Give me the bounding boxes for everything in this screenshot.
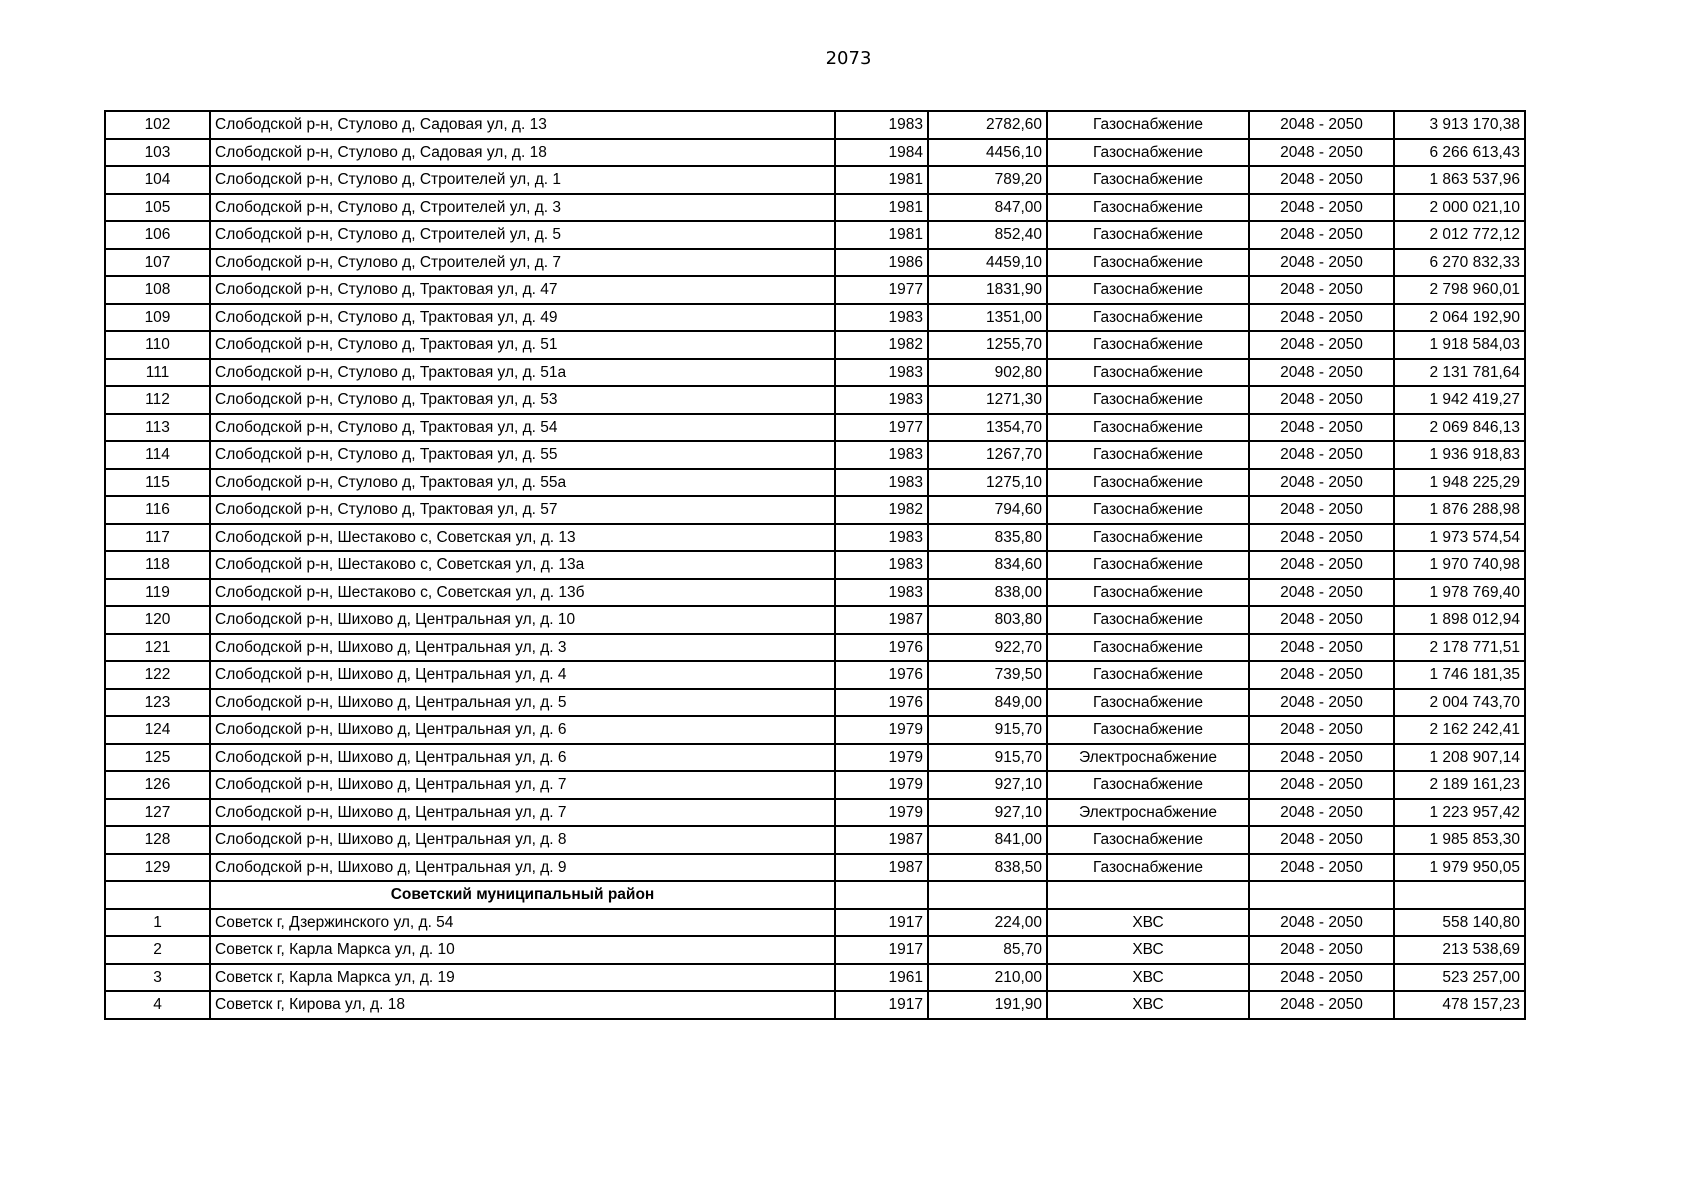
period-cell: 2048 - 2050	[1249, 331, 1394, 359]
cost-cell: 6 266 613,43	[1394, 139, 1525, 167]
address-cell: Советск г, Карла Маркса ул, д. 10	[210, 936, 835, 964]
area-cell: 927,10	[928, 771, 1047, 799]
row-number-cell: 125	[105, 744, 210, 772]
table-row	[105, 826, 1525, 854]
work-type-cell: Газоснабжение	[1047, 551, 1249, 579]
cost-cell: 478 157,23	[1394, 991, 1525, 1019]
build-year-cell: 1976	[835, 689, 928, 717]
row-number-cell: 111	[105, 359, 210, 387]
address-cell: Слободской р-н, Стулово д, Трактовая ул, д. 55а	[210, 469, 835, 497]
build-year-cell: 1983	[835, 304, 928, 332]
table-row	[105, 249, 1525, 277]
table-row	[105, 139, 1525, 167]
work-type-cell: Электроснабжение	[1047, 744, 1249, 772]
work-type-cell: Газоснабжение	[1047, 606, 1249, 634]
table-row	[105, 579, 1525, 607]
row-number-cell: 126	[105, 771, 210, 799]
period-cell: 2048 - 2050	[1249, 771, 1394, 799]
work-type-cell: Газоснабжение	[1047, 469, 1249, 497]
table-row	[105, 386, 1525, 414]
area-cell: 849,00	[928, 689, 1047, 717]
period-cell: 2048 - 2050	[1249, 799, 1394, 827]
cost-cell: 558 140,80	[1394, 909, 1525, 937]
work-type-cell: Газоснабжение	[1047, 386, 1249, 414]
period-cell: 2048 - 2050	[1249, 689, 1394, 717]
build-year-cell: 1987	[835, 854, 928, 882]
cost-cell: 1 876 288,98	[1394, 496, 1525, 524]
area-cell: 789,20	[928, 166, 1047, 194]
address-cell: Советск г, Дзержинского ул, д. 54	[210, 909, 835, 937]
build-year-cell: 1986	[835, 249, 928, 277]
work-type-cell: Газоснабжение	[1047, 854, 1249, 882]
table-row	[105, 111, 1525, 139]
cost-cell: 3 913 170,38	[1394, 111, 1525, 139]
work-type-cell: Газоснабжение	[1047, 524, 1249, 552]
period-cell: 2048 - 2050	[1249, 414, 1394, 442]
table-row	[105, 744, 1525, 772]
work-type-cell: Газоснабжение	[1047, 359, 1249, 387]
work-type-cell: Газоснабжение	[1047, 276, 1249, 304]
table-row	[105, 304, 1525, 332]
area-cell: 841,00	[928, 826, 1047, 854]
cost-cell: 1 978 769,40	[1394, 579, 1525, 607]
build-year-cell: 1983	[835, 524, 928, 552]
area-cell: 1354,70	[928, 414, 1047, 442]
row-number-cell: 105	[105, 194, 210, 222]
table-row	[105, 496, 1525, 524]
table-row	[105, 359, 1525, 387]
area-cell: 922,70	[928, 634, 1047, 662]
work-type-cell: Газоснабжение	[1047, 826, 1249, 854]
area-cell: 915,70	[928, 716, 1047, 744]
row-number-cell: 121	[105, 634, 210, 662]
work-type-cell: Газоснабжение	[1047, 579, 1249, 607]
period-cell: 2048 - 2050	[1249, 716, 1394, 744]
table-row	[105, 661, 1525, 689]
build-year-cell: 1979	[835, 744, 928, 772]
cost-cell: 2 064 192,90	[1394, 304, 1525, 332]
address-cell: Слободской р-н, Стулово д, Трактовая ул, д. 53	[210, 386, 835, 414]
address-cell: Слободской р-н, Шихово д, Центральная ул, д. 6	[210, 744, 835, 772]
cost-cell: 2 178 771,51	[1394, 634, 1525, 662]
address-cell: Слободской р-н, Шестаково с, Советская ул, д. 13	[210, 524, 835, 552]
period-cell: 2048 - 2050	[1249, 139, 1394, 167]
work-type-cell: Газоснабжение	[1047, 441, 1249, 469]
row-number-cell: 124	[105, 716, 210, 744]
period-cell: 2048 - 2050	[1249, 441, 1394, 469]
address-cell: Слободской р-н, Стулово д, Садовая ул, д. 18	[210, 139, 835, 167]
build-year-cell: 1983	[835, 111, 928, 139]
area-cell: 4459,10	[928, 249, 1047, 277]
address-cell: Советск г, Карла Маркса ул, д. 19	[210, 964, 835, 992]
row-number-cell: 128	[105, 826, 210, 854]
area-cell: 834,60	[928, 551, 1047, 579]
cost-cell: 1 918 584,03	[1394, 331, 1525, 359]
address-cell: Слободской р-н, Стулово д, Строителей ул, д. 3	[210, 194, 835, 222]
address-cell: Слободской р-н, Стулово д, Строителей ул, д. 7	[210, 249, 835, 277]
period-cell: 2048 - 2050	[1249, 579, 1394, 607]
row-number-cell: 115	[105, 469, 210, 497]
address-cell: Слободской р-н, Шихово д, Центральная ул, д. 7	[210, 771, 835, 799]
work-type-cell: Газоснабжение	[1047, 661, 1249, 689]
row-number-cell: 114	[105, 441, 210, 469]
row-number-cell: 102	[105, 111, 210, 139]
period-cell: 2048 - 2050	[1249, 909, 1394, 937]
empty-cell	[1394, 881, 1525, 909]
row-number-cell: 122	[105, 661, 210, 689]
build-year-cell: 1984	[835, 139, 928, 167]
row-number-cell: 127	[105, 799, 210, 827]
table-row	[105, 221, 1525, 249]
area-cell: 4456,10	[928, 139, 1047, 167]
area-cell: 794,60	[928, 496, 1047, 524]
row-number-cell: 112	[105, 386, 210, 414]
cost-cell: 1 746 181,35	[1394, 661, 1525, 689]
cost-cell: 2 131 781,64	[1394, 359, 1525, 387]
area-cell: 739,50	[928, 661, 1047, 689]
address-cell: Слободской р-н, Шихово д, Центральная ул, д. 9	[210, 854, 835, 882]
table-row	[105, 634, 1525, 662]
cost-cell: 2 798 960,01	[1394, 276, 1525, 304]
row-number-cell: 118	[105, 551, 210, 579]
build-year-cell: 1979	[835, 799, 928, 827]
build-year-cell: 1917	[835, 936, 928, 964]
area-cell: 210,00	[928, 964, 1047, 992]
cost-cell: 1 863 537,96	[1394, 166, 1525, 194]
work-type-cell: Газоснабжение	[1047, 111, 1249, 139]
address-cell: Слободской р-н, Стулово д, Трактовая ул, д. 57	[210, 496, 835, 524]
cost-cell: 6 270 832,33	[1394, 249, 1525, 277]
cost-cell: 1 898 012,94	[1394, 606, 1525, 634]
work-type-cell: Газоснабжение	[1047, 304, 1249, 332]
address-cell: Слободской р-н, Шихово д, Центральная ул, д. 6	[210, 716, 835, 744]
empty-cell	[1249, 881, 1394, 909]
empty-cell	[928, 881, 1047, 909]
work-type-cell: Газоснабжение	[1047, 221, 1249, 249]
area-cell: 224,00	[928, 909, 1047, 937]
cost-cell: 1 979 950,05	[1394, 854, 1525, 882]
period-cell: 2048 - 2050	[1249, 194, 1394, 222]
work-type-cell: Электроснабжение	[1047, 799, 1249, 827]
table-row	[105, 441, 1525, 469]
area-cell: 1255,70	[928, 331, 1047, 359]
table-row	[105, 716, 1525, 744]
build-year-cell: 1917	[835, 909, 928, 937]
period-cell: 2048 - 2050	[1249, 551, 1394, 579]
build-year-cell: 1977	[835, 276, 928, 304]
cost-cell: 2 004 743,70	[1394, 689, 1525, 717]
cost-cell: 2 069 846,13	[1394, 414, 1525, 442]
period-cell: 2048 - 2050	[1249, 964, 1394, 992]
period-cell: 2048 - 2050	[1249, 936, 1394, 964]
period-cell: 2048 - 2050	[1249, 496, 1394, 524]
build-year-cell: 1987	[835, 826, 928, 854]
build-year-cell: 1987	[835, 606, 928, 634]
build-year-cell: 1981	[835, 221, 928, 249]
work-type-cell: Газоснабжение	[1047, 689, 1249, 717]
cost-cell: 523 257,00	[1394, 964, 1525, 992]
work-type-cell: Газоснабжение	[1047, 194, 1249, 222]
table-row	[105, 166, 1525, 194]
build-year-cell: 1976	[835, 661, 928, 689]
period-cell: 2048 - 2050	[1249, 634, 1394, 662]
period-cell: 2048 - 2050	[1249, 166, 1394, 194]
works-register-table	[104, 110, 1526, 1020]
row-number-cell: 106	[105, 221, 210, 249]
area-cell: 838,50	[928, 854, 1047, 882]
row-number-cell: 120	[105, 606, 210, 634]
work-type-cell: Газоснабжение	[1047, 331, 1249, 359]
cost-cell: 213 538,69	[1394, 936, 1525, 964]
build-year-cell: 1961	[835, 964, 928, 992]
area-cell: 847,00	[928, 194, 1047, 222]
row-number-cell: 1	[105, 909, 210, 937]
row-number-cell: 109	[105, 304, 210, 332]
table-row	[105, 771, 1525, 799]
cost-cell: 2 162 242,41	[1394, 716, 1525, 744]
work-type-cell: ХВС	[1047, 964, 1249, 992]
area-cell: 838,00	[928, 579, 1047, 607]
work-type-cell: Газоснабжение	[1047, 249, 1249, 277]
address-cell: Советск г, Кирова ул, д. 18	[210, 991, 835, 1019]
build-year-cell: 1983	[835, 551, 928, 579]
row-number-cell: 2	[105, 936, 210, 964]
build-year-cell: 1983	[835, 386, 928, 414]
area-cell: 1275,10	[928, 469, 1047, 497]
address-cell: Слободской р-н, Стулово д, Трактовая ул, д. 49	[210, 304, 835, 332]
work-type-cell: Газоснабжение	[1047, 496, 1249, 524]
section-title: Советский муниципальный район	[210, 881, 835, 909]
cost-cell: 1 985 853,30	[1394, 826, 1525, 854]
period-cell: 2048 - 2050	[1249, 524, 1394, 552]
table-row	[105, 194, 1525, 222]
address-cell: Слободской р-н, Шестаково с, Советская ул, д. 13б	[210, 579, 835, 607]
period-cell: 2048 - 2050	[1249, 221, 1394, 249]
area-cell: 927,10	[928, 799, 1047, 827]
area-cell: 1267,70	[928, 441, 1047, 469]
area-cell: 915,70	[928, 744, 1047, 772]
build-year-cell: 1979	[835, 716, 928, 744]
work-type-cell: Газоснабжение	[1047, 166, 1249, 194]
area-cell: 902,80	[928, 359, 1047, 387]
empty-cell	[105, 881, 210, 909]
table-row	[105, 606, 1525, 634]
area-cell: 1351,00	[928, 304, 1047, 332]
period-cell: 2048 - 2050	[1249, 469, 1394, 497]
row-number-cell: 3	[105, 964, 210, 992]
period-cell: 2048 - 2050	[1249, 991, 1394, 1019]
row-number-cell: 4	[105, 991, 210, 1019]
area-cell: 803,80	[928, 606, 1047, 634]
build-year-cell: 1983	[835, 579, 928, 607]
address-cell: Слободской р-н, Стулово д, Садовая ул, д. 13	[210, 111, 835, 139]
address-cell: Слободской р-н, Стулово д, Трактовая ул, д. 47	[210, 276, 835, 304]
period-cell: 2048 - 2050	[1249, 111, 1394, 139]
period-cell: 2048 - 2050	[1249, 249, 1394, 277]
build-year-cell: 1982	[835, 496, 928, 524]
address-cell: Слободской р-н, Шихово д, Центральная ул, д. 3	[210, 634, 835, 662]
empty-cell	[835, 881, 928, 909]
table-row	[105, 799, 1525, 827]
address-cell: Слободской р-н, Шихово д, Центральная ул, д. 8	[210, 826, 835, 854]
table-row	[105, 854, 1525, 882]
area-cell: 85,70	[928, 936, 1047, 964]
period-cell: 2048 - 2050	[1249, 826, 1394, 854]
build-year-cell: 1981	[835, 194, 928, 222]
build-year-cell: 1983	[835, 441, 928, 469]
build-year-cell: 1977	[835, 414, 928, 442]
work-type-cell: ХВС	[1047, 991, 1249, 1019]
cost-cell: 1 223 957,42	[1394, 799, 1525, 827]
area-cell: 1831,90	[928, 276, 1047, 304]
work-type-cell: ХВС	[1047, 909, 1249, 937]
row-number-cell: 117	[105, 524, 210, 552]
address-cell: Слободской р-н, Стулово д, Трактовая ул, д. 51	[210, 331, 835, 359]
row-number-cell: 110	[105, 331, 210, 359]
table-row	[105, 331, 1525, 359]
period-cell: 2048 - 2050	[1249, 661, 1394, 689]
build-year-cell: 1979	[835, 771, 928, 799]
work-type-cell: Газоснабжение	[1047, 634, 1249, 662]
cost-cell: 2 189 161,23	[1394, 771, 1525, 799]
work-type-cell: ХВС	[1047, 936, 1249, 964]
build-year-cell: 1917	[835, 991, 928, 1019]
cost-cell: 1 948 225,29	[1394, 469, 1525, 497]
work-type-cell: Газоснабжение	[1047, 716, 1249, 744]
build-year-cell: 1982	[835, 331, 928, 359]
address-cell: Слободской р-н, Шихово д, Центральная ул, д. 10	[210, 606, 835, 634]
table-row	[105, 524, 1525, 552]
row-number-cell: 108	[105, 276, 210, 304]
build-year-cell: 1983	[835, 359, 928, 387]
address-cell: Слободской р-н, Стулово д, Трактовая ул, д. 51а	[210, 359, 835, 387]
period-cell: 2048 - 2050	[1249, 606, 1394, 634]
period-cell: 2048 - 2050	[1249, 386, 1394, 414]
row-number-cell: 123	[105, 689, 210, 717]
cost-cell: 1 936 918,83	[1394, 441, 1525, 469]
table-body	[105, 111, 1525, 1019]
cost-cell: 2 000 021,10	[1394, 194, 1525, 222]
row-number-cell: 104	[105, 166, 210, 194]
table-row	[105, 991, 1525, 1019]
cost-cell: 1 942 419,27	[1394, 386, 1525, 414]
table-row	[105, 909, 1525, 937]
area-cell: 1271,30	[928, 386, 1047, 414]
period-cell: 2048 - 2050	[1249, 276, 1394, 304]
row-number-cell: 113	[105, 414, 210, 442]
area-cell: 835,80	[928, 524, 1047, 552]
work-type-cell: Газоснабжение	[1047, 771, 1249, 799]
address-cell: Слободской р-н, Стулово д, Трактовая ул, д. 54	[210, 414, 835, 442]
period-cell: 2048 - 2050	[1249, 744, 1394, 772]
period-cell: 2048 - 2050	[1249, 304, 1394, 332]
page-number: 2073	[825, 48, 872, 69]
address-cell: Слободской р-н, Шихово д, Центральная ул, д. 5	[210, 689, 835, 717]
address-cell: Слободской р-н, Стулово д, Трактовая ул, д. 55	[210, 441, 835, 469]
table-row	[105, 964, 1525, 992]
area-cell: 2782,60	[928, 111, 1047, 139]
section-header-row	[105, 881, 1525, 909]
row-number-cell: 119	[105, 579, 210, 607]
row-number-cell: 116	[105, 496, 210, 524]
cost-cell: 1 970 740,98	[1394, 551, 1525, 579]
address-cell: Слободской р-н, Шестаково с, Советская ул, д. 13а	[210, 551, 835, 579]
area-cell: 852,40	[928, 221, 1047, 249]
address-cell: Слободской р-н, Шихово д, Центральная ул, д. 4	[210, 661, 835, 689]
row-number-cell: 103	[105, 139, 210, 167]
address-cell: Слободской р-н, Стулово д, Строителей ул, д. 5	[210, 221, 835, 249]
build-year-cell: 1981	[835, 166, 928, 194]
table-row	[105, 689, 1525, 717]
row-number-cell: 107	[105, 249, 210, 277]
address-cell: Слободской р-н, Стулово д, Строителей ул, д. 1	[210, 166, 835, 194]
cost-cell: 1 973 574,54	[1394, 524, 1525, 552]
cost-cell: 2 012 772,12	[1394, 221, 1525, 249]
row-number-cell: 129	[105, 854, 210, 882]
work-type-cell: Газоснабжение	[1047, 414, 1249, 442]
table-row	[105, 469, 1525, 497]
table-row	[105, 551, 1525, 579]
build-year-cell: 1983	[835, 469, 928, 497]
period-cell: 2048 - 2050	[1249, 359, 1394, 387]
address-cell: Слободской р-н, Шихово д, Центральная ул, д. 7	[210, 799, 835, 827]
table-row	[105, 276, 1525, 304]
period-cell: 2048 - 2050	[1249, 854, 1394, 882]
build-year-cell: 1976	[835, 634, 928, 662]
table-row	[105, 414, 1525, 442]
table-row	[105, 936, 1525, 964]
work-type-cell: Газоснабжение	[1047, 139, 1249, 167]
cost-cell: 1 208 907,14	[1394, 744, 1525, 772]
area-cell: 191,90	[928, 991, 1047, 1019]
empty-cell	[1047, 881, 1249, 909]
